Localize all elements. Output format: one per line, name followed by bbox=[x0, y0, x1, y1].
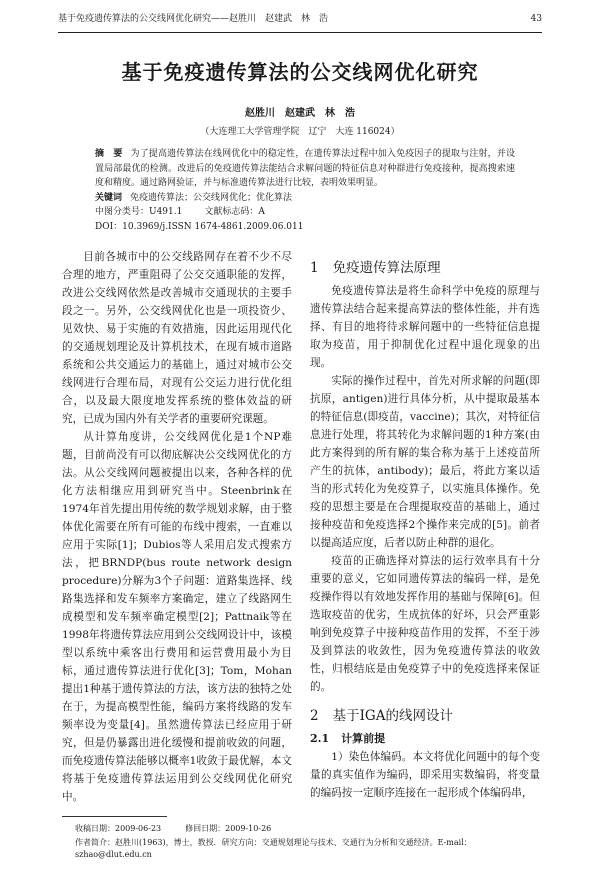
paragraph: 实际的操作过程中，首先对所求解的问题(即抗原，antigen)进行具体分析，从中提取最基本的特征信息(即疫苗，vaccine)；其次，对特征信息进行处理，将其转化为求解问题的1种方案(由此方案得到的所有解的集合称为基于上述疫苗所产生的抗体，antibody)；最后，将此方案以适当的形式转化为免疫算子，以实施具体操作。免疫的思想主要是在合理提取疫苗的基础上，通过接种疫苗和免疫选择2个操作来完成的[5]。前者以提高适应度，后者以防止种群的退化。 bbox=[310, 375, 540, 549]
doi: DOI：10.3969/j.ISSN 1674-4861.2009.06.011 bbox=[95, 221, 304, 232]
subsection-heading bbox=[310, 730, 540, 748]
section-title: 免疫遗传算法原理 bbox=[332, 260, 441, 276]
section-title: 基于IGA的线网设计 bbox=[332, 708, 453, 724]
abstract bbox=[95, 147, 515, 191]
received-date: 收稿日期：2009-06-23 bbox=[75, 824, 162, 833]
classification bbox=[95, 205, 515, 234]
section-2-heading bbox=[310, 706, 540, 726]
authors: 赵胜川 赵建武 林 浩 bbox=[245, 108, 355, 119]
footnote-rule bbox=[62, 816, 167, 817]
abstract-label: 摘 要 bbox=[95, 149, 123, 159]
revised-date: 修回日期：2009-10-26 bbox=[185, 824, 272, 833]
paragraph: 疫苗的正确选择对算法的运行效率具有十分重要的意义，它如同遗传算法的编码一样，是免疫操作得以有效地发挥作用的基础与保障[6]。但选取疫苗的优劣，生成抗体的好坏，只会严重影响到免疫算子中接种疫苗作用的发挥，不至于涉及到算法的收敛性，因为免疫遗传算法的收敛性，归根结底是由免疫算子中的免疫选择来保证的。 bbox=[310, 555, 540, 693]
section-number: 1 bbox=[310, 260, 319, 276]
page-number: 43 bbox=[530, 14, 542, 24]
abstract-block bbox=[95, 147, 515, 234]
section-1-heading bbox=[310, 258, 540, 278]
right-column bbox=[310, 248, 540, 806]
clc-number: 中图分类号：U491.1 bbox=[95, 207, 183, 217]
paper-title: 基于免疫遗传算法的公交线网优化研究 bbox=[121, 60, 479, 84]
keywords bbox=[95, 191, 515, 206]
body-columns bbox=[58, 248, 542, 806]
author-bio: 作者简介：赵胜川(1963)，博士，教授．研究方向：交通规划理论与技术、交通行为分析和交通经济。E-mail：szhao@dlut.edu.cn bbox=[75, 838, 472, 859]
keywords-text: 免疫遗传算法；公交线网优化；优化算法 bbox=[130, 192, 293, 203]
paragraph: 1）染色体编码。本文将优化问题中的每个变量的真实值作为编码，即采用实数编码，将变量的编码按一定顺序连接在一起形成个体编码串， bbox=[310, 751, 540, 799]
left-column bbox=[62, 248, 292, 806]
abstract-text: 为了提高遗传算法在线网优化中的稳定性，在遗传算法过程中加入免疫因子的提取与注射，并设置局部最优的检测。改进后的免疫遗传算法能结合求解问题的特征信息对种群进行免疫接种，提高搜索速度和精度。通过路网验证，并与标准遗传算法进行比较，表明效果明显。 bbox=[95, 149, 515, 188]
footnote-dates bbox=[75, 823, 542, 835]
header-rule bbox=[58, 32, 542, 33]
section-number: 2 bbox=[310, 708, 319, 724]
running-head bbox=[58, 12, 542, 26]
subsection-title: 计算前提 bbox=[341, 732, 386, 745]
keywords-label: 关键词 bbox=[95, 192, 123, 203]
running-head-text: 基于免疫遗传算法的公交线网优化研究——赵胜川 赵建武 林 浩 bbox=[58, 14, 329, 24]
paragraph: 目前各城市中的公交线路网存在着不少不尽合理的地方，严重阻碍了公交交通职能的发挥，改进公交线网依然是改善城市交通现状的主要手段之一。另外，公交线网优化也是一项投资少、见效快、易于实施的有效措施，因此运用现代化的交通规划理论及计算机技术，在现有城市道路系统和公共交通运力的基础上，通过对城市公交线网进行合理布局，对现有公交运力进行优化组合，以及最大限度地发挥系统的整体效益的研究，已成为国内外有关学者的重要研究课题。 bbox=[62, 251, 292, 425]
paragraph: 从计算角度讲，公交线网优化是1个NP难题，目前尚没有可以彻底解决公交线网优化的方法。从公交线网问题被提出以来，各种各样的优化方法相继应用到研究当中。Steenbrink在1974年首先提出用传统的数学规划求解，由于整体优化需要在所有可能的布线中搜索，一直难以应用于实际[1]；Dubios等人采用启发式搜索方法，把BRNDP(bus route network design procedure)分解为3个子问题：道路集选择、线路集选择和发车频率方案确定，建立了线路网生成模型和发车频率确定模型[2]；Pattnaik等在1998年将遗传算法应用到公交线网设计中，该模型以系统中乘客出行费用和运营费用最小为目标，通过遗传算法进行优化[3]；Tom，Mohan提出1种基于遗传算法的方法，该方法的独特之处在于，为提高模型性能，编码方案将线路的发车频率设为变量[4]。虽然遗传算法已经应用于研究，但是仍暴露出进化缓慢和提前收敛的问题，而免疫遗传算法能够以概率1收敛于最优解，本文将基于免疫遗传算法运用到公交线网优化研究中。 bbox=[62, 431, 292, 803]
affiliation: （大连理工大学管理学院 辽宁 大连 116024） bbox=[200, 127, 400, 137]
paragraph: 免疫遗传算法是将生命科学中免疫的原理与遗传算法结合起来提高算法的整体性能，并有选择、有目的地将待求解问题中的一些特征信息提取为疫苗，用于抑制优化过程中退化现象的出现。 bbox=[310, 285, 540, 369]
document-code: 文献标志码：A bbox=[204, 207, 265, 217]
subsection-number: 2.1 bbox=[310, 732, 330, 745]
